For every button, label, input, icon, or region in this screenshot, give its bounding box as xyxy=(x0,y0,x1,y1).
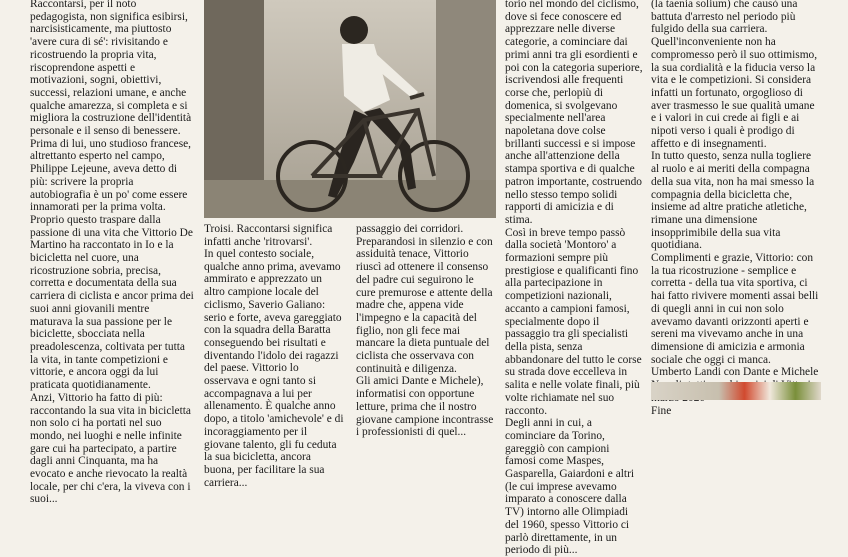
paragraph: Così in breve tempo passò dalla società 'Montoro' a formazioni sempre più prestigiose e qualificanti fino alla partecipazione in competizioni nazionali, accanto a campioni famosi, specialmente dopo il passaggio tra gli specialisti della pista, senza abbandonare del tutto le corse su strada dove eccelleva in salita e nelle volate finali, più volte richiamate nel suo racconto. xyxy=(505,226,642,417)
column-5 xyxy=(651,0,821,417)
cyclist-photo-graphic xyxy=(204,0,496,218)
paragraph: Complimenti e grazie, Vittorio: con la tua ricostruzione - semplice e corretta - della tua vita sportiva, ci hai fatto rivivere momenti assai belli di quegli anni in cui non solo avevamo davanti orizzonti aperti e sereni ma vivevamo anche in una dimensione di amicizia e armonia sociale che oggi ci manca. xyxy=(651,252,819,366)
paragraph: Umberto Landi con Dante e Michele xyxy=(651,366,819,379)
paragraph: Quell'inconveniente non ha compromesso però il suo ottimismo, la sua cordialità e la fiducia verso la vita e le competizioni. Si considera infatti un fortunato, orgoglioso di aver trasmesso le sue qualità umane e i valori in cui crede ai figli e ai nipoti verso i quali è prodigo di affetto e di insegnamenti. xyxy=(651,36,818,150)
paragraph: (la taenia solium) che causò una battuta d'arresto nel periodo più fulgido della sua carriera. xyxy=(651,0,798,36)
paragraph: Anzi, Vittorio ha fatto di più: raccontando la sua vita in bicicletta non solo ci ha portati nel suo mondo, nei luoghi e nelle infinite gare cui ha partecipato, a partire dagli anni Cinquanta, ma ha evocato e anche rievocato la realtà locale, per chi c'era, la viveva con i suoi... xyxy=(30,391,191,506)
column-3 xyxy=(356,223,496,439)
paragraph: Gli amici Dante e Michele), informatisi con opportune letture, prima che il nostro giovane campione incontrasse i professionisti di quel... xyxy=(356,375,494,439)
column-1 xyxy=(30,0,194,506)
paragraph: Proprio questo traspare dalla passione di una vita che Vittorio De Martino ha raccontato in Io e la bicicletta nel cuore, una ricostruzione sobria, precisa, corretta e documentata della sua carriera di ciclista e ancor prima dei suoi anni giovanili mentre maturava la sua passione per le biciclette, sbocciata nella preadolescenza, coltivata per tutta la vita, in tante competizioni e vittorie, e ancora oggi da lui praticata quotidianamente. xyxy=(30,213,194,392)
column-4 xyxy=(505,0,643,557)
cyclist-photo xyxy=(204,0,496,218)
paragraph: Raccontarsi, per il noto pedagogista, non significa esibirsi, narcisisticamente, ma piuttosto 'avere cura di sé': rivisitando e ricostruendo la propria vita, riscoprendone aspetti e motivazioni, sogni, obiettivi, successi, relazioni umane, e anche qualche amarezza, si completa e si migliora la costruzione dell'identità personale e il senso di benessere. xyxy=(30,0,192,138)
column-2 xyxy=(204,248,344,489)
paragraph: In quel contesto sociale, qualche anno prima, avevamo ammirato e apprezzato un altro campione locale del ciclismo, Saverio Galiano: serio e forte, aveva gareggiato con la squadra della Baratta conseguendo bei risultati e diventando l'idolo dei ragazzi del paese. Vittorio lo osservava e ogni tanto si accompagnava a lui per allenamento. È qualche anno dopo, a titolo 'amichevole' e di incoraggiamento per il giovane talento, gli fu ceduta la sua bicicletta, ancora buona, per facilitare la sua carriera... xyxy=(204,248,344,489)
paragraph: Degli anni in cui, a cominciare da Torino, gareggiò con campioni famosi come Maspes, Gasparella, Gaiardoni e altri (le cui imprese avevamo imparato a conoscere dalla TV) intorno alle Olimpiadi del 1960, spesso Vittorio ci parlò direttamente, in un periodo di più... xyxy=(505,417,635,557)
paragraph: In tutto questo, senza nulla togliere al ruolo e ai meriti della compagna della sua vita, non ha mai smesso la compagnia della bicicletta che, insieme ad altre pratiche atletiche, rimane una dimensione insopprimibile della sua vita quotidiana. xyxy=(651,150,815,252)
photo-caption: Troisi. Raccontarsi significa infatti anche 'ritrovarsi'. xyxy=(204,223,333,248)
paragraph: torio nel mondo del ciclismo, dove si fece conoscere ed apprezzare nelle diverse categorie, a cominciare dai primi anni tra gli esordienti e poi con la categoria superiore, iscrivendosi alle frequenti corse che, perlopiù di domenica, si svolgevano specialmente nell'area napoletana dove colse brillanti successi e si impose anche all'attenzione della stampa sportiva e di qualche patron importante, costruendo nello stesso tempo solidi rapporti di amicizia e di stima. xyxy=(505,0,643,226)
paragraph: Prima di lui, uno studioso francese, altrettanto esperto nel campo, Philippe Lejeune, aveva detto di più: scrivere la propria autobiografia è un po' come essere innamorati per la prima volta. xyxy=(30,137,192,214)
food-photo-fragment xyxy=(651,382,821,400)
paragraph: Preparandosi in silenzio e con assiduità tenace, Vittorio riuscì ad ottenere il consenso del padre cui seguirono le cure premurose e attente della madre che, appena vide l'impegno e la capacità del figlio, non gli fece mai mancare la dieta puntuale del ciclista che osservava con continuità e diligenza. xyxy=(356,235,493,375)
paragraph: passaggio dei corridori. xyxy=(356,223,464,235)
paragraph: Fine xyxy=(651,404,672,417)
